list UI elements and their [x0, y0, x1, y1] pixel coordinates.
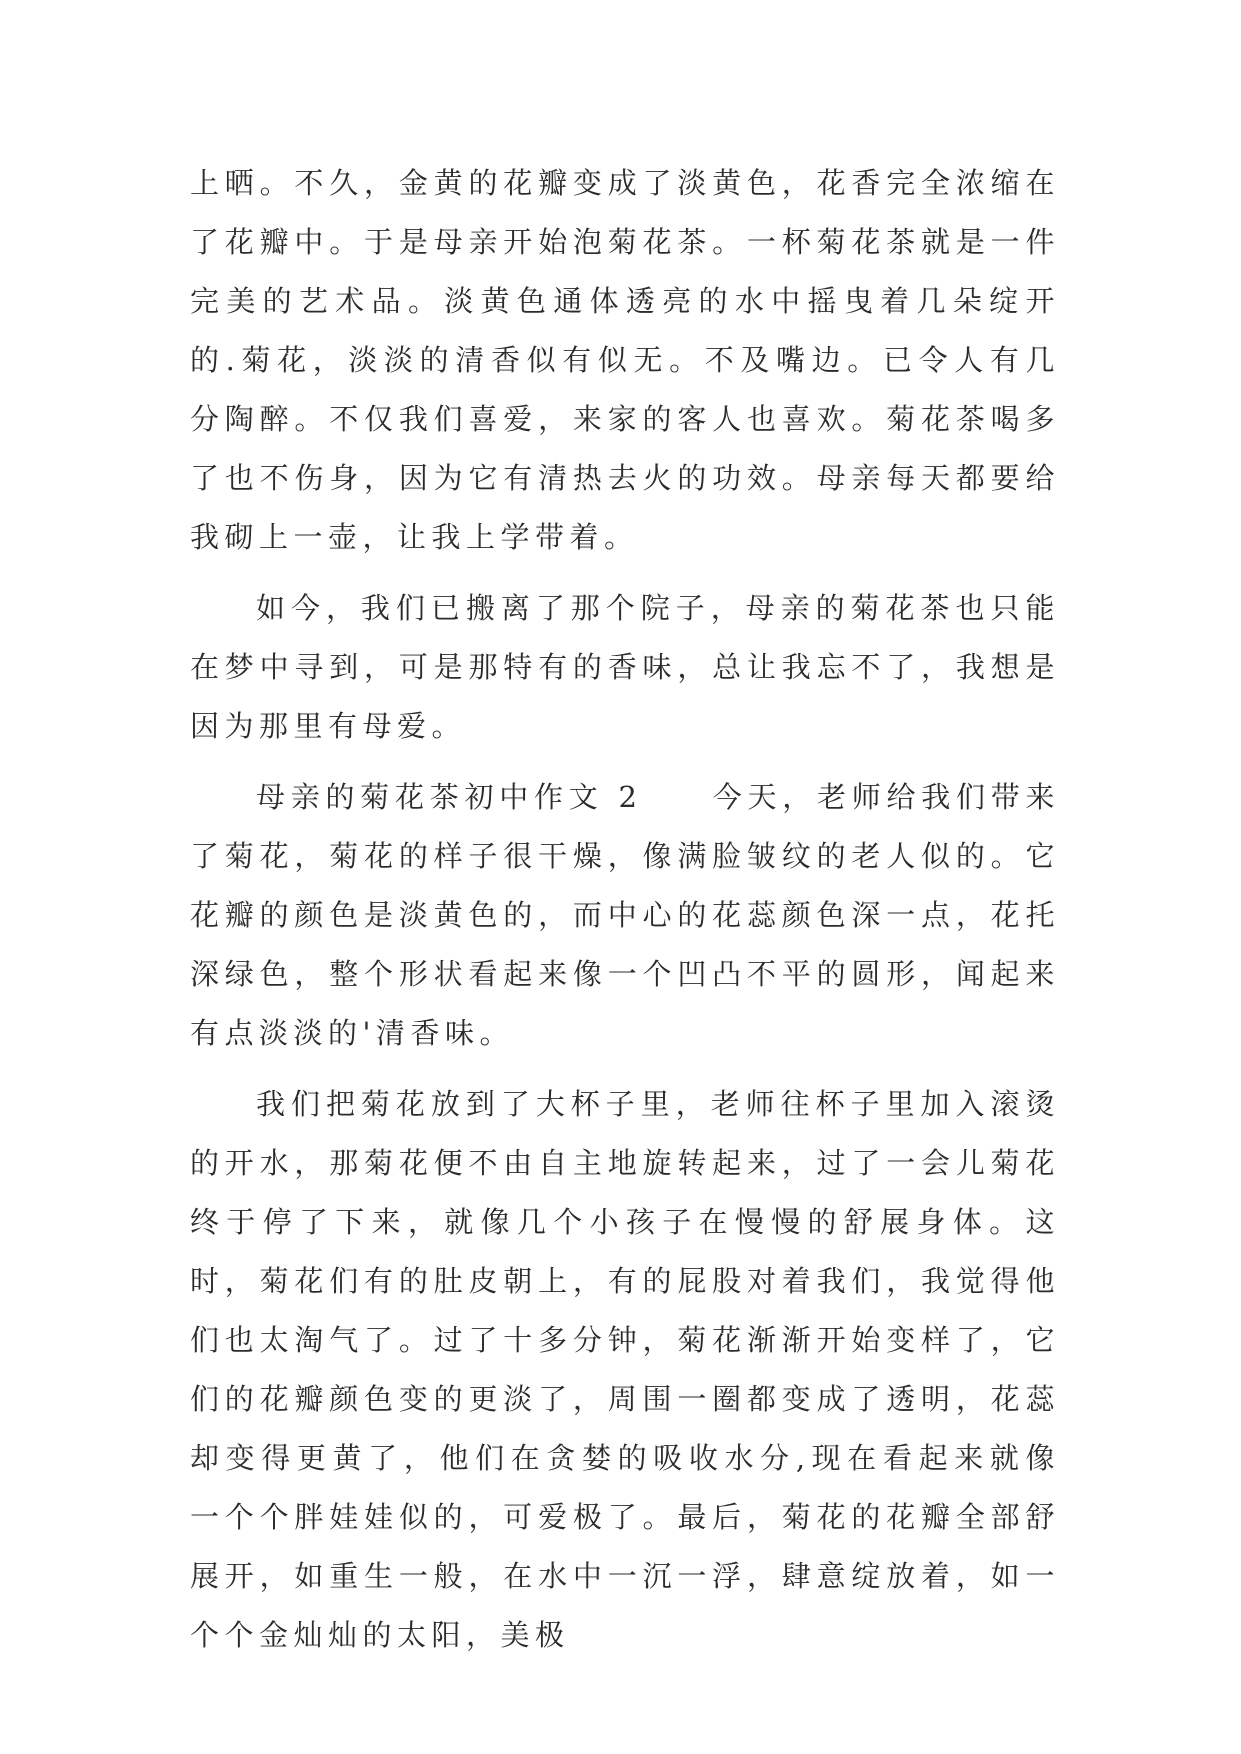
paragraph-3 — [190, 768, 1060, 1063]
paragraph-3-text: 今天，老师给我们带来了菊花，菊花的样子很干燥，像满脸皱纹的老人似的。它花瓣的颜色是淡黄色的，而中心的花蕊颜色深一点，花托深绿色，整个形状看起来像一个凹凸不平的圆形，闻起来有点淡淡的'清香味。 — [190, 780, 1060, 1050]
paragraph-4: 我们把菊花放到了大杯子里，老师往杯子里加入滚烫的开水，那菊花便不由自主地旋转起来，过了一会儿菊花终于停了下来，就像几个小孩子在慢慢的舒展身体。这时，菊花们有的肚皮朝上，有的屁股对着我们，我觉得他们也太淘气了。过了十多分钟，菊花渐渐开始变样了，它们的花瓣颜色变的更淡了，周围一圈都变成了透明，花蕊却变得更黄了，他们在贪婪的吸收水分,现在看起来就像一个个胖娃娃似的，可爱极了。最后，菊花的花瓣全部舒展开，如重生一般，在水中一沉一浮，肆意绽放着，如一个个金灿灿的太阳，美极 — [190, 1087, 1060, 1652]
paragraph-2: 如今，我们已搬离了那个院子，母亲的菊花茶也只能在梦中寻到，可是那特有的香味，总让我忘不了，我想是因为那里有母爱。 — [190, 591, 1060, 743]
essay-title: 母亲的菊花茶初中作文 2 — [256, 780, 643, 814]
paragraph-1: 上晒。不久，金黄的花瓣变成了淡黄色，花香完全浓缩在了花瓣中。于是母亲开始泡菊花茶。一杯菊花茶就是一件完美的艺术品。淡黄色通体透亮的水中摇曳着几朵绽开的.菊花，淡淡的清香似有似无。不及嘴边。已令人有几分陶醉。不仅我们喜爱，来家的客人也喜欢。菊花茶喝多了也不伤身，因为它有清热去火的功效。母亲每天都要给我砌上一壶，让我上学带着。 — [190, 166, 1060, 554]
document-body — [190, 154, 1060, 1677]
